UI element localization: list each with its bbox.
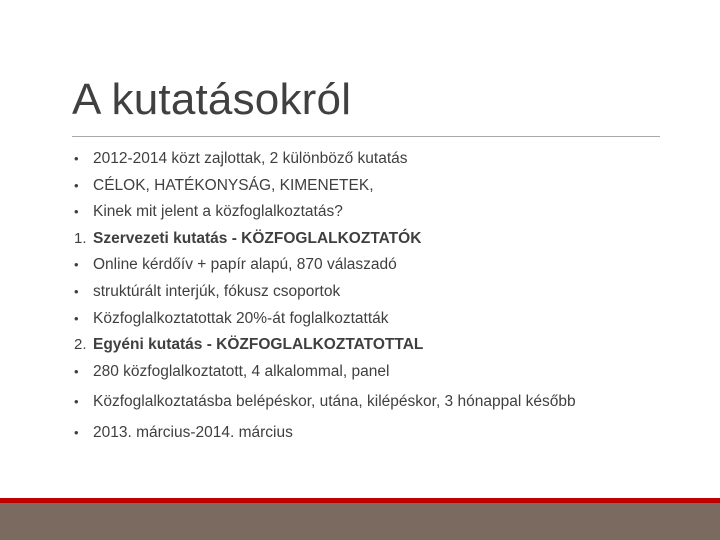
list-item <box>74 389 674 416</box>
list-item-heading: Egyéni kutatás - KÖZFOGLALKOZTATOTTAL <box>93 336 424 354</box>
list-item-text: Közfoglalkoztatottak 20%-át foglalkoztatták <box>93 309 389 327</box>
bullet-marker: • <box>74 424 79 440</box>
list-item-text: Kinek mit jelent a közfoglalkoztatás? <box>93 203 343 221</box>
list-item-text: 280 közfoglalkoztatott, 4 alkalommal, panel <box>93 362 390 380</box>
number-marker: 1. <box>74 229 87 247</box>
list-item-numbered <box>74 332 674 359</box>
title-divider <box>72 136 660 137</box>
bullet-marker: • <box>74 151 79 166</box>
list-item-text: 2012-2014 közt zajlottak, 2 különböző kutatás <box>93 150 408 167</box>
list-item <box>74 252 674 279</box>
list-item <box>74 279 674 306</box>
list-item <box>74 420 674 447</box>
slide-title: A kutatásokról <box>72 75 352 124</box>
list-item-text: Online kérdőív + papír alapú, 870 válaszadó <box>93 256 397 274</box>
list-item-heading: Szervezeti kutatás - KÖZFOGLALKOZTATÓK <box>93 229 422 247</box>
bullet-marker: • <box>74 177 79 193</box>
list-item <box>74 173 674 200</box>
list-item <box>74 146 674 173</box>
list-item-text: CÉLOK, HATÉKONYSÁG, KIMENETEK, <box>93 176 374 194</box>
bullet-marker: • <box>74 394 79 410</box>
list-item <box>74 199 674 226</box>
list-item-numbered <box>74 226 674 253</box>
list-item-text: struktúrált interjúk, fókusz csoportok <box>93 282 341 300</box>
list-item-text: Közfoglalkoztatásba belépéskor, utána, kilépéskor, 3 hónappal később <box>93 393 576 411</box>
bullet-marker: • <box>74 310 79 326</box>
bullet-marker: • <box>74 283 79 299</box>
list-item-text: 2013. március-2014. március <box>93 423 293 441</box>
bullet-marker: • <box>74 363 79 379</box>
number-marker: 2. <box>74 336 87 354</box>
list-item <box>74 359 674 386</box>
bullet-marker: • <box>74 204 79 220</box>
list-item <box>74 306 674 333</box>
content-list <box>74 146 674 447</box>
footer-bar <box>0 503 720 540</box>
bullet-marker: • <box>74 257 79 273</box>
